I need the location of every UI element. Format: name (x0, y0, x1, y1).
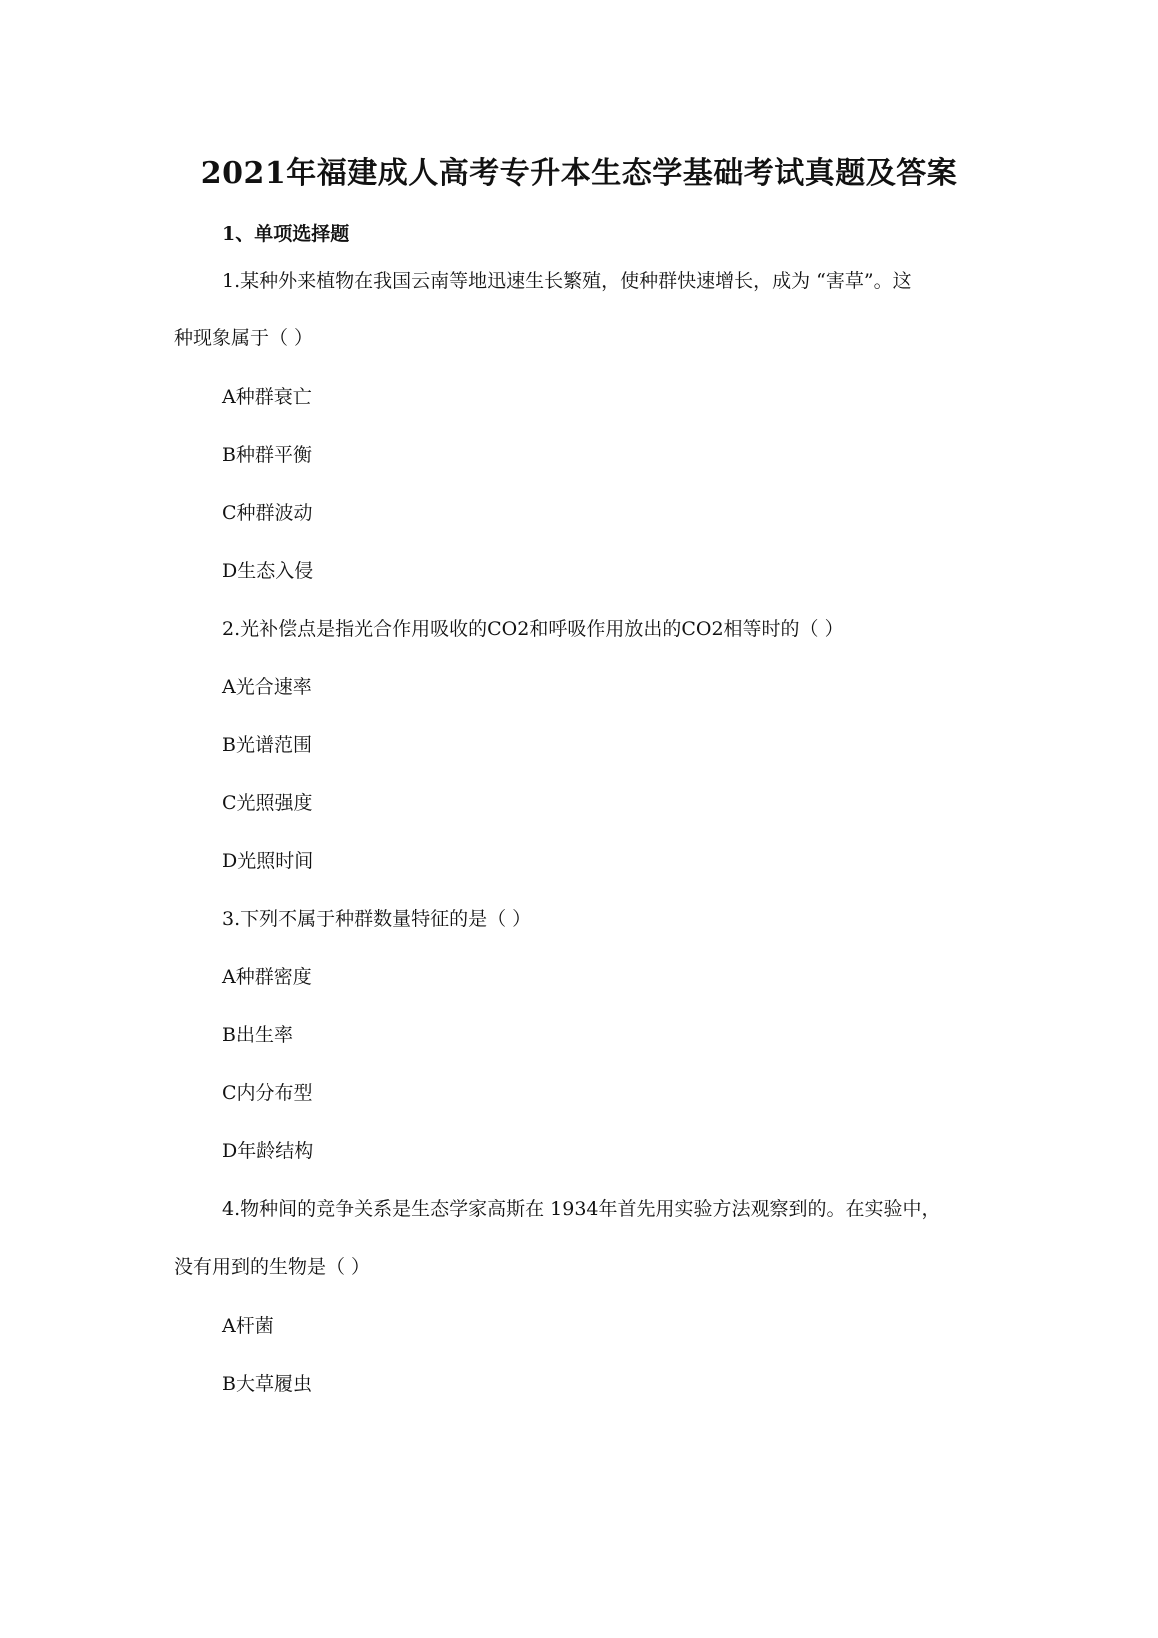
question-2-option-c: C光照强度 (222, 792, 313, 814)
question-3-option-c: C内分布型 (222, 1082, 313, 1104)
question-4-option-a: A杆菌 (222, 1315, 274, 1337)
question-1-stem-continued: 种现象属于（ ） (174, 327, 314, 349)
question-4-option-b: B大草履虫 (222, 1373, 312, 1395)
document-title: 2021年福建成人高考专升本生态学基础考试真题及答案 (200, 156, 958, 191)
question-4-stem: 4.物种间的竞争关系是生态学家高斯在 1934年首先用实验方法观察到的。在实验中， (222, 1198, 941, 1220)
question-3-option-a: A种群密度 (222, 966, 312, 988)
question-2-option-d: D光照时间 (222, 850, 314, 872)
question-1-option-c: C种群波动 (222, 502, 313, 524)
question-4-stem-continued: 没有用到的生物是（ ） (174, 1256, 371, 1278)
question-1-stem: 1.某种外来植物在我国云南等地迅速生长繁殖，使种群快速增长，成为 “害草”。这 (222, 270, 912, 292)
question-1-option-d: D生态入侵 (222, 560, 314, 582)
question-1-option-a: A种群衰亡 (222, 386, 312, 408)
question-2-option-b: B光谱范围 (222, 734, 312, 756)
question-3-stem: 3.下列不属于种群数量特征的是（ ） (222, 908, 532, 930)
section-heading: 1、单项选择题 (222, 223, 350, 245)
question-2-option-a: A光合速率 (222, 676, 312, 698)
question-2-stem: 2.光补偿点是指光合作用吸收的CO2和呼吸作用放出的CO2相等时的（ ） (222, 618, 844, 640)
question-1-option-b: B种群平衡 (222, 444, 312, 466)
question-3-option-b: B出生率 (222, 1024, 293, 1046)
question-3-option-d: D年龄结构 (222, 1140, 314, 1162)
